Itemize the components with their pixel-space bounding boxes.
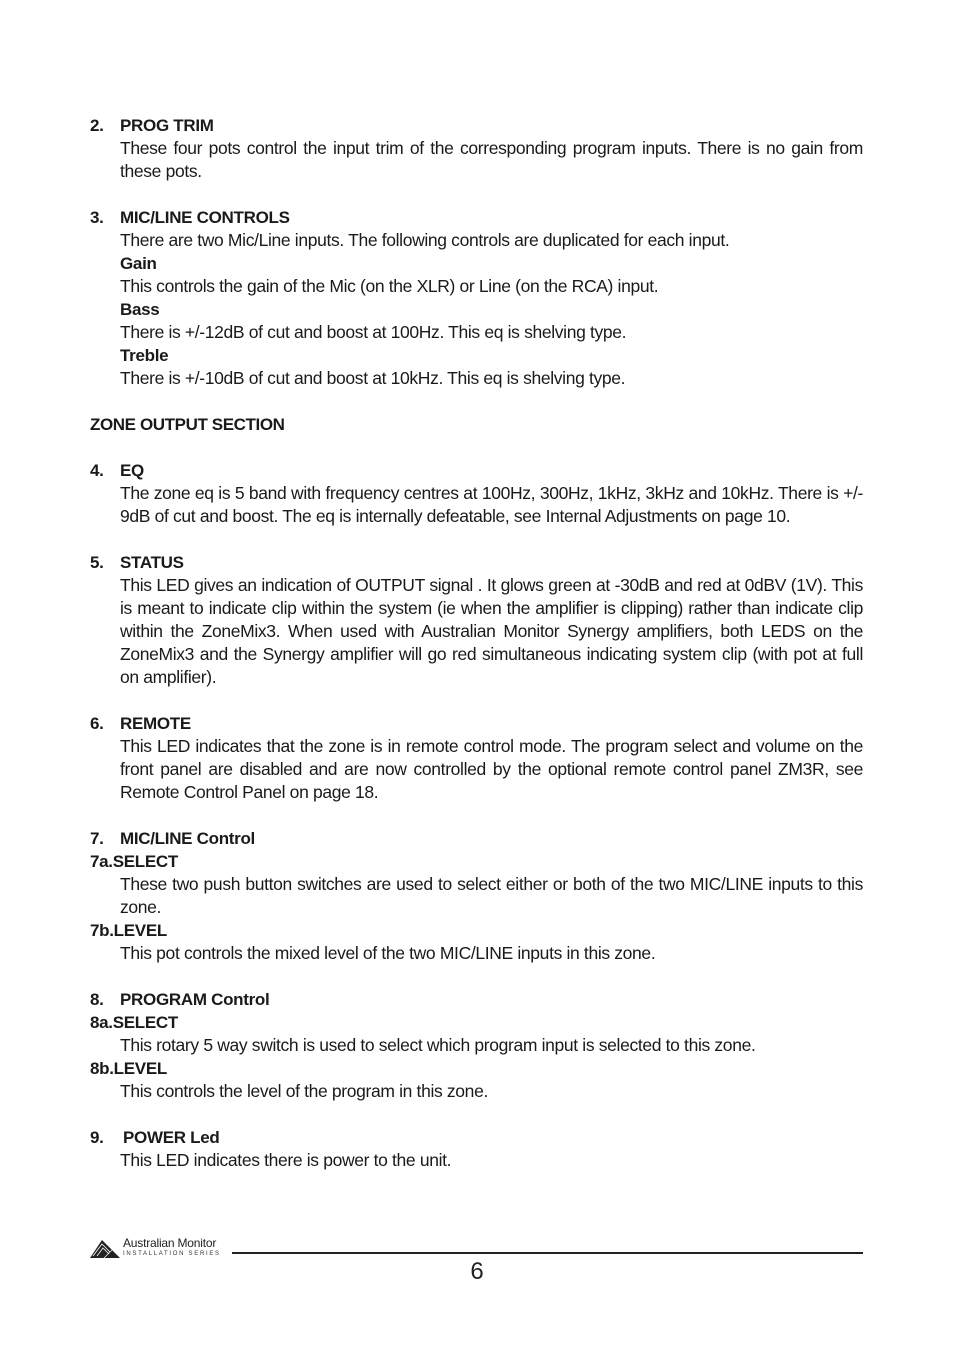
section-title: POWER Led xyxy=(123,1128,220,1147)
section-number: 3. xyxy=(90,208,104,227)
section-prog-trim xyxy=(90,114,863,183)
brand-name: Australian Monitor xyxy=(123,1236,217,1250)
level-text: This pot controls the mixed level of the two MIC/LINE inputs in this zone. xyxy=(120,943,656,963)
select-subheading: 7a.SELECT xyxy=(90,852,178,871)
section-heading xyxy=(90,712,863,735)
section-mic-line-control xyxy=(90,827,863,965)
section-program-control xyxy=(90,988,863,1103)
zone-output-heading: ZONE OUTPUT SECTION xyxy=(90,415,285,434)
select-subheading: 8a.SELECT xyxy=(90,1013,178,1032)
section-power-led xyxy=(90,1126,863,1172)
section-number: 7. xyxy=(90,829,104,848)
section-number: 6. xyxy=(90,714,104,733)
section-text: This LED indicates that the zone is in remote control mode. The program select and volume on the front panel are disabled and are now controlled by the optional remote control panel ZM3R, see Remote Control Panel on page 18. xyxy=(120,736,863,802)
section-number: 2. xyxy=(90,116,104,135)
section-heading xyxy=(90,114,863,137)
section-text: This LED indicates there is power to the unit. xyxy=(120,1150,452,1170)
level-text: This controls the level of the program in this zone. xyxy=(120,1081,488,1101)
section-title: STATUS xyxy=(120,553,184,572)
section-text: The zone eq is 5 band with frequency centres at 100Hz, 300Hz, 1kHz, 3kHz and 10kHz. There is +/- 9dB of cut and boost. The eq is internally defeatable, see Internal Adjustments on page 10. xyxy=(120,483,863,526)
australian-monitor-logo-icon xyxy=(90,1236,120,1260)
section-title: MIC/LINE Control xyxy=(120,829,255,848)
section-text: This LED gives an indication of OUTPUT signal . It glows green at -30dB and red at 0dBV (1V). This is meant to indicate clip within the system (ie when the amplifier is clipping) rather than indicate clip within the ZoneMix3. When used with Australian Monitor Synergy amplifiers, both LEDS on the ZoneMix3 and the Synergy amplifier will go red simultaneous indicating system clip (with pot at full on amplifier). xyxy=(120,575,863,687)
section-heading xyxy=(90,459,863,482)
gain-text: This controls the gain of the Mic (on the XLR) or Line (on the RCA) input. xyxy=(120,276,659,296)
select-text: These two push button switches are used to select either or both of the two MIC/LINE inputs to this zone. xyxy=(120,874,863,917)
brand-logo xyxy=(90,1234,230,1260)
section-heading xyxy=(90,1126,863,1149)
bass-subheading: Bass xyxy=(120,300,160,319)
section-text: These four pots control the input trim of the corresponding program inputs. There is no gain from these pots. xyxy=(120,138,863,181)
section-title: MIC/LINE CONTROLS xyxy=(120,208,290,227)
level-subheading: 8b.LEVEL xyxy=(90,1059,167,1078)
section-mic-line-controls xyxy=(90,206,863,390)
level-subheading: 7b.LEVEL xyxy=(90,921,167,940)
section-heading xyxy=(90,988,863,1011)
section-number: 4. xyxy=(90,461,104,480)
bass-text: There is +/-12dB of cut and boost at 100Hz. This eq is shelving type. xyxy=(120,322,627,342)
section-status xyxy=(90,551,863,689)
section-intro: There are two Mic/Line inputs. The following controls are duplicated for each input. xyxy=(120,230,730,250)
section-title: PROGRAM Control xyxy=(120,990,270,1009)
section-number: 9. xyxy=(90,1128,104,1147)
brand-subtitle: INSTALLATION SERIES xyxy=(123,1251,221,1257)
section-remote xyxy=(90,712,863,804)
treble-text: There is +/-10dB of cut and boost at 10kHz. This eq is shelving type. xyxy=(120,368,626,388)
page-footer xyxy=(90,1230,863,1330)
select-text: This rotary 5 way switch is used to select which program input is selected to this zone. xyxy=(120,1035,756,1055)
section-title: REMOTE xyxy=(120,714,191,733)
page-number: 6 xyxy=(470,1258,484,1285)
footer-rule xyxy=(232,1252,863,1254)
section-number: 8. xyxy=(90,990,104,1009)
section-title: PROG TRIM xyxy=(120,116,214,135)
gain-subheading: Gain xyxy=(120,254,157,273)
section-heading xyxy=(90,827,863,850)
section-heading xyxy=(90,551,863,574)
section-eq xyxy=(90,459,863,528)
treble-subheading: Treble xyxy=(120,346,169,365)
section-number: 5. xyxy=(90,553,104,572)
section-heading xyxy=(90,206,863,229)
section-title: EQ xyxy=(120,461,144,480)
page-content xyxy=(90,114,863,1195)
